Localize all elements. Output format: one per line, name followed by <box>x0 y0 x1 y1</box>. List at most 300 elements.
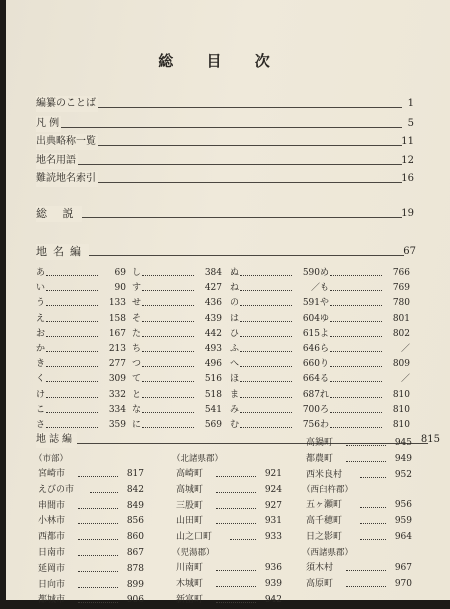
kana-label: か <box>36 343 46 354</box>
municipality-page: 921 <box>264 469 282 479</box>
municipality-page: 956 <box>394 500 412 511</box>
kana-page: 442 <box>204 328 222 339</box>
kana-label: ら <box>320 343 330 354</box>
kana-label: た <box>132 328 142 339</box>
kana-label: れ <box>320 389 330 400</box>
kana-page: 493 <box>204 343 222 354</box>
kana-entry[interactable] <box>230 312 320 327</box>
kana-entry[interactable] <box>230 388 320 403</box>
dot-leader <box>142 366 194 367</box>
kana-page: 802 <box>392 328 410 339</box>
municipality-name: 川南町 <box>176 562 204 573</box>
municipality-entry[interactable] <box>34 578 144 594</box>
kana-page: 359 <box>108 419 126 430</box>
municipality-name: 都城市 <box>38 595 66 606</box>
dot-leader <box>240 366 292 367</box>
municipality-page: 939 <box>264 578 282 589</box>
kana-entry[interactable] <box>132 342 222 357</box>
municipality-entry[interactable] <box>302 498 412 514</box>
municipality-page: 906 <box>126 595 144 606</box>
dot-leader <box>240 336 292 337</box>
toc-entry-page: 11 <box>401 136 414 147</box>
kana-label: ね <box>230 283 240 294</box>
dot-leader <box>46 351 98 352</box>
municipality-name: 高千穂町 <box>306 516 343 527</box>
kana-page: 615 <box>302 328 320 339</box>
dot-leader <box>78 476 118 477</box>
kana-label: ま <box>230 389 240 400</box>
kana-page: 90 <box>114 283 126 294</box>
dot-leader <box>360 523 386 524</box>
kana-page: 516 <box>204 374 222 385</box>
municipality-column <box>34 452 144 609</box>
leader-rule <box>36 255 404 256</box>
section-label: 総 説 <box>36 207 80 220</box>
kana-label: な <box>132 404 142 415</box>
dot-leader <box>78 539 118 540</box>
toc-entry[interactable] <box>36 134 414 150</box>
kana-page: 810 <box>392 389 410 400</box>
municipality-entry[interactable] <box>172 593 282 609</box>
kana-label: あ <box>36 268 46 278</box>
kana-entry[interactable] <box>320 266 410 281</box>
kana-page: ／ <box>400 374 410 385</box>
municipality-name: 山田町 <box>176 516 204 527</box>
dot-leader <box>330 397 382 398</box>
municipality-entry[interactable] <box>34 499 144 515</box>
dot-leader <box>240 427 292 428</box>
municipality-column <box>172 452 282 608</box>
kana-column <box>320 266 410 433</box>
kana-page: 687 <box>302 389 320 400</box>
dot-leader <box>360 507 386 508</box>
dot-leader <box>142 351 194 352</box>
dot-leader <box>46 427 98 428</box>
kana-label: そ <box>132 313 142 324</box>
kana-page: 332 <box>108 389 126 400</box>
dot-leader <box>216 523 256 524</box>
dot-leader <box>78 555 118 556</box>
dot-leader <box>142 336 194 337</box>
dot-leader <box>330 290 382 291</box>
municipality-entry[interactable] <box>34 467 144 483</box>
leader-rule <box>36 217 402 218</box>
kana-entry[interactable] <box>36 372 126 387</box>
dot-leader <box>46 321 98 322</box>
municipality-name: えびの市 <box>38 484 75 495</box>
municipality-entry[interactable] <box>34 514 144 530</box>
kana-page: 780 <box>392 298 410 309</box>
dot-leader <box>330 336 382 337</box>
kana-page: 518 <box>204 389 222 400</box>
kana-entry[interactable] <box>320 372 410 387</box>
municipality-page: 842 <box>126 484 144 495</box>
kana-label: ち <box>132 343 142 354</box>
municipality-page: 924 <box>264 484 282 495</box>
kana-entry[interactable] <box>320 403 410 418</box>
kana-entry[interactable] <box>132 327 222 342</box>
dot-leader <box>142 397 194 398</box>
municipality-page: 936 <box>264 562 282 573</box>
kana-label: わ <box>320 419 330 430</box>
dot-leader <box>230 539 256 540</box>
kana-entry[interactable] <box>230 403 320 418</box>
kana-page: 384 <box>204 268 222 278</box>
municipality-entry[interactable] <box>34 562 144 578</box>
kana-label: こ <box>36 404 46 415</box>
dot-leader <box>46 381 98 382</box>
kana-entry[interactable] <box>132 357 222 372</box>
municipality-name: 串間市 <box>38 500 66 511</box>
kana-column <box>230 266 320 433</box>
dot-leader <box>216 586 256 587</box>
kana-entry[interactable] <box>132 281 222 296</box>
kana-label: の <box>230 298 240 309</box>
dot-leader <box>90 492 118 493</box>
kana-label: ふ <box>230 343 240 354</box>
dot-leader <box>346 445 386 446</box>
toc-entry-page: 12 <box>401 155 414 166</box>
municipality-name: 高崎町 <box>176 469 204 479</box>
municipality-page: 945 <box>394 438 412 448</box>
kana-entry[interactable] <box>320 388 410 403</box>
municipality-name: 西都市 <box>38 532 66 543</box>
kana-label: ろ <box>320 404 330 415</box>
kana-entry[interactable] <box>320 281 410 296</box>
municipality-page: 952 <box>394 469 412 480</box>
municipality-name: 小林市 <box>38 516 66 527</box>
toc-entry-label: 編纂のことば <box>36 96 98 112</box>
kana-label: も <box>320 283 330 294</box>
municipality-page: 899 <box>126 579 144 590</box>
municipality-page: 964 <box>394 531 412 542</box>
municipality-name: 新富町 <box>176 594 204 605</box>
toc-entry-page: 1 <box>407 98 414 109</box>
dot-leader <box>360 539 386 540</box>
kana-label: う <box>36 298 46 309</box>
dot-leader <box>216 492 256 493</box>
kana-entry[interactable] <box>230 266 320 281</box>
municipality-page: 942 <box>264 594 282 605</box>
section-entry[interactable] <box>36 244 416 260</box>
toc-entry-label: 凡 例 <box>36 116 61 132</box>
kana-entry[interactable] <box>132 372 222 387</box>
municipality-entry[interactable] <box>172 561 282 577</box>
group-heading: （児湯郡） <box>172 547 215 558</box>
toc-entry-label: 地名用語 <box>36 153 78 169</box>
municipality-page: 867 <box>126 547 144 558</box>
dot-leader <box>46 397 98 398</box>
kana-page: 334 <box>108 404 126 415</box>
kana-page: 309 <box>108 374 126 385</box>
municipality-entry[interactable] <box>34 593 144 609</box>
dot-leader <box>46 412 98 413</box>
section-page: 67 <box>403 246 416 257</box>
municipality-name: 須木村 <box>306 562 334 573</box>
municipality-entry[interactable] <box>302 514 412 530</box>
municipality-entry[interactable] <box>172 577 282 593</box>
dot-leader <box>346 570 386 571</box>
dot-leader <box>240 321 292 322</box>
kana-page: 810 <box>392 419 410 430</box>
dot-leader <box>330 305 382 306</box>
kana-page: 810 <box>392 404 410 415</box>
municipality-entry[interactable] <box>302 561 412 577</box>
dot-leader <box>46 366 98 367</box>
dot-leader <box>46 290 98 291</box>
section-page: 19 <box>401 208 414 219</box>
kana-page: 769 <box>392 283 410 294</box>
municipality-page: 849 <box>126 500 144 511</box>
leader-rule <box>36 164 402 165</box>
dot-leader <box>142 412 194 413</box>
section-entry[interactable] <box>36 206 414 222</box>
kana-entry[interactable] <box>36 403 126 418</box>
kana-entry[interactable] <box>36 266 126 281</box>
kana-entry[interactable] <box>132 296 222 311</box>
kana-page: 646 <box>302 343 320 354</box>
dot-leader <box>240 351 292 352</box>
dot-leader <box>142 275 194 276</box>
dot-leader <box>240 305 292 306</box>
dot-leader <box>142 290 194 291</box>
municipality-name: 都農町 <box>306 453 334 464</box>
kana-page: 801 <box>392 313 410 324</box>
kana-entry[interactable] <box>230 357 320 372</box>
kana-entry[interactable] <box>320 327 410 342</box>
dot-leader <box>346 586 386 587</box>
kana-page: 766 <box>392 268 410 278</box>
kana-label: い <box>36 283 46 294</box>
municipality-entry[interactable] <box>172 514 282 530</box>
kana-entry[interactable] <box>230 296 320 311</box>
kana-page: ／ <box>400 343 410 354</box>
dot-leader <box>78 571 118 572</box>
kana-entry[interactable] <box>36 357 126 372</box>
kana-label: ほ <box>230 374 240 385</box>
kana-label: ひ <box>230 328 240 339</box>
kana-page: 436 <box>204 298 222 309</box>
kana-entry[interactable] <box>36 342 126 357</box>
kana-label: へ <box>230 359 240 370</box>
municipality-page: 856 <box>126 516 144 527</box>
toc-entry-page: 16 <box>401 173 414 184</box>
kana-label: す <box>132 283 142 294</box>
dot-leader <box>46 305 98 306</box>
municipality-entry[interactable] <box>172 499 282 515</box>
kana-label: む <box>230 419 240 430</box>
municipality-entry[interactable] <box>34 546 144 562</box>
municipality-name: 高原町 <box>306 578 334 589</box>
kana-label: と <box>132 389 142 400</box>
kana-entry[interactable] <box>36 388 126 403</box>
kana-entry[interactable] <box>36 327 126 342</box>
kana-label: り <box>320 359 330 370</box>
kana-entry[interactable] <box>230 372 320 387</box>
municipality-entry[interactable] <box>302 452 412 468</box>
kana-label: て <box>132 374 142 385</box>
kana-entry[interactable] <box>320 312 410 327</box>
municipality-name: 日向市 <box>38 579 66 590</box>
kana-entry[interactable] <box>132 418 222 433</box>
section-page: 815 <box>420 434 440 445</box>
dot-leader <box>330 275 382 276</box>
kana-entry[interactable] <box>230 281 320 296</box>
kana-entry[interactable] <box>36 281 126 296</box>
municipality-name: 宮崎市 <box>38 469 66 479</box>
kana-label: き <box>36 359 46 370</box>
group-heading: （北諸県郡） <box>172 454 224 464</box>
dot-leader <box>216 476 256 477</box>
kana-page: 277 <box>108 359 126 370</box>
kana-label: る <box>320 374 330 385</box>
kana-label: お <box>36 328 46 339</box>
municipality-entry[interactable] <box>172 483 282 499</box>
kana-label: え <box>36 313 46 324</box>
dot-leader <box>216 602 256 603</box>
leader-rule <box>36 127 402 128</box>
dot-leader <box>142 381 194 382</box>
municipality-name: 日南市 <box>38 547 66 558</box>
municipality-name: 日之影町 <box>306 531 343 542</box>
dot-leader <box>330 381 382 382</box>
municipality-entry[interactable] <box>172 467 282 483</box>
kana-label: さ <box>36 419 46 430</box>
toc-entry-label: 出典略称一覧 <box>36 134 98 150</box>
dot-leader <box>330 366 382 367</box>
group-heading: （西臼杵郡） <box>302 485 354 496</box>
municipality-entry[interactable] <box>302 577 412 593</box>
section-label: 地誌編 <box>36 432 77 448</box>
municipality-entry[interactable] <box>302 530 412 546</box>
kana-label: み <box>230 404 240 415</box>
kana-column <box>36 266 126 433</box>
toc-entry[interactable] <box>36 153 414 169</box>
kana-page: 756 <box>302 419 320 430</box>
kana-page: 133 <box>108 298 126 309</box>
municipality-page: 933 <box>264 532 282 543</box>
kana-page: 69 <box>114 268 126 278</box>
kana-entry[interactable] <box>36 312 126 327</box>
kana-page: 167 <box>108 328 126 339</box>
municipality-page: 949 <box>394 453 412 464</box>
page-title: 総 目 次 <box>158 52 284 70</box>
municipality-page: 817 <box>126 469 144 479</box>
kana-label: に <box>132 419 142 430</box>
kana-label: せ <box>132 298 142 309</box>
dot-leader <box>46 275 98 276</box>
section-label: 地名編 <box>36 245 87 258</box>
kana-label: つ <box>132 359 142 370</box>
toc-entry-page: 5 <box>407 118 414 129</box>
toc-entry-label: 難読地名索引 <box>36 171 98 187</box>
municipality-page: 959 <box>394 516 412 527</box>
toc-entry[interactable] <box>36 116 414 132</box>
dot-leader <box>142 305 194 306</box>
kana-entry[interactable] <box>320 296 410 311</box>
municipality-name: 高城町 <box>176 484 204 495</box>
municipality-entry[interactable] <box>172 530 282 546</box>
municipality-name: 木城町 <box>176 578 204 589</box>
kana-label: ぬ <box>230 268 240 278</box>
kana-page: 569 <box>204 419 222 430</box>
municipality-page: 878 <box>126 563 144 574</box>
kana-entry[interactable] <box>36 296 126 311</box>
municipality-page: 927 <box>264 500 282 511</box>
municipality-entry[interactable] <box>302 468 412 484</box>
kana-entry[interactable] <box>132 266 222 281</box>
municipality-entry[interactable] <box>302 436 412 452</box>
dot-leader <box>46 336 98 337</box>
kana-label: く <box>36 374 46 385</box>
kana-page: 541 <box>204 404 222 415</box>
municipality-page: 970 <box>394 578 412 589</box>
kana-page: 213 <box>108 343 126 354</box>
group-heading: （西諸県郡） <box>302 547 354 558</box>
kana-label: よ <box>320 328 330 339</box>
kana-page: 158 <box>108 313 126 324</box>
toc-entry[interactable] <box>36 171 414 187</box>
dot-leader <box>346 461 386 462</box>
kana-page: 590 <box>302 268 320 278</box>
kana-label: や <box>320 298 330 309</box>
kana-label: け <box>36 389 46 400</box>
kana-page: 439 <box>204 313 222 324</box>
kana-page: 809 <box>392 359 410 370</box>
kana-entry[interactable] <box>36 418 126 433</box>
municipality-page: 967 <box>394 562 412 573</box>
municipality-page: 931 <box>264 516 282 527</box>
kana-page: 496 <box>204 359 222 370</box>
kana-entry[interactable] <box>320 342 410 357</box>
dot-leader <box>240 275 292 276</box>
kana-label: ゆ <box>320 313 330 324</box>
municipality-name: 三股町 <box>176 500 204 511</box>
municipality-column <box>302 436 412 592</box>
municipality-name: 山之口町 <box>176 532 213 543</box>
municipality-name: 五ヶ瀬町 <box>306 500 343 511</box>
dot-leader <box>78 523 118 524</box>
dot-leader <box>78 587 118 588</box>
municipality-name: 延岡市 <box>38 563 66 574</box>
dot-leader <box>240 397 292 398</box>
kana-entry[interactable] <box>132 312 222 327</box>
dot-leader <box>142 321 194 322</box>
municipality-entry[interactable] <box>34 483 144 499</box>
toc-page <box>6 0 450 606</box>
dot-leader <box>240 412 292 413</box>
kana-entry[interactable] <box>230 418 320 433</box>
kana-entry[interactable] <box>230 342 320 357</box>
kana-label: し <box>132 268 142 278</box>
dot-leader <box>240 381 292 382</box>
dot-leader <box>330 427 382 428</box>
dot-leader <box>330 321 382 322</box>
municipality-name: 西米良村 <box>306 469 343 480</box>
kana-page: 427 <box>204 283 222 294</box>
municipality-entry[interactable] <box>34 530 144 546</box>
dot-leader <box>78 602 118 603</box>
kana-entry[interactable] <box>132 388 222 403</box>
kana-entry[interactable] <box>320 418 410 433</box>
kana-entry[interactable] <box>320 357 410 372</box>
municipality-name: 高鍋町 <box>306 438 334 448</box>
kana-page: 664 <box>302 374 320 385</box>
toc-entry[interactable] <box>36 96 414 112</box>
kana-entry[interactable] <box>132 403 222 418</box>
kana-entry[interactable] <box>230 327 320 342</box>
kana-label: め <box>320 268 330 278</box>
